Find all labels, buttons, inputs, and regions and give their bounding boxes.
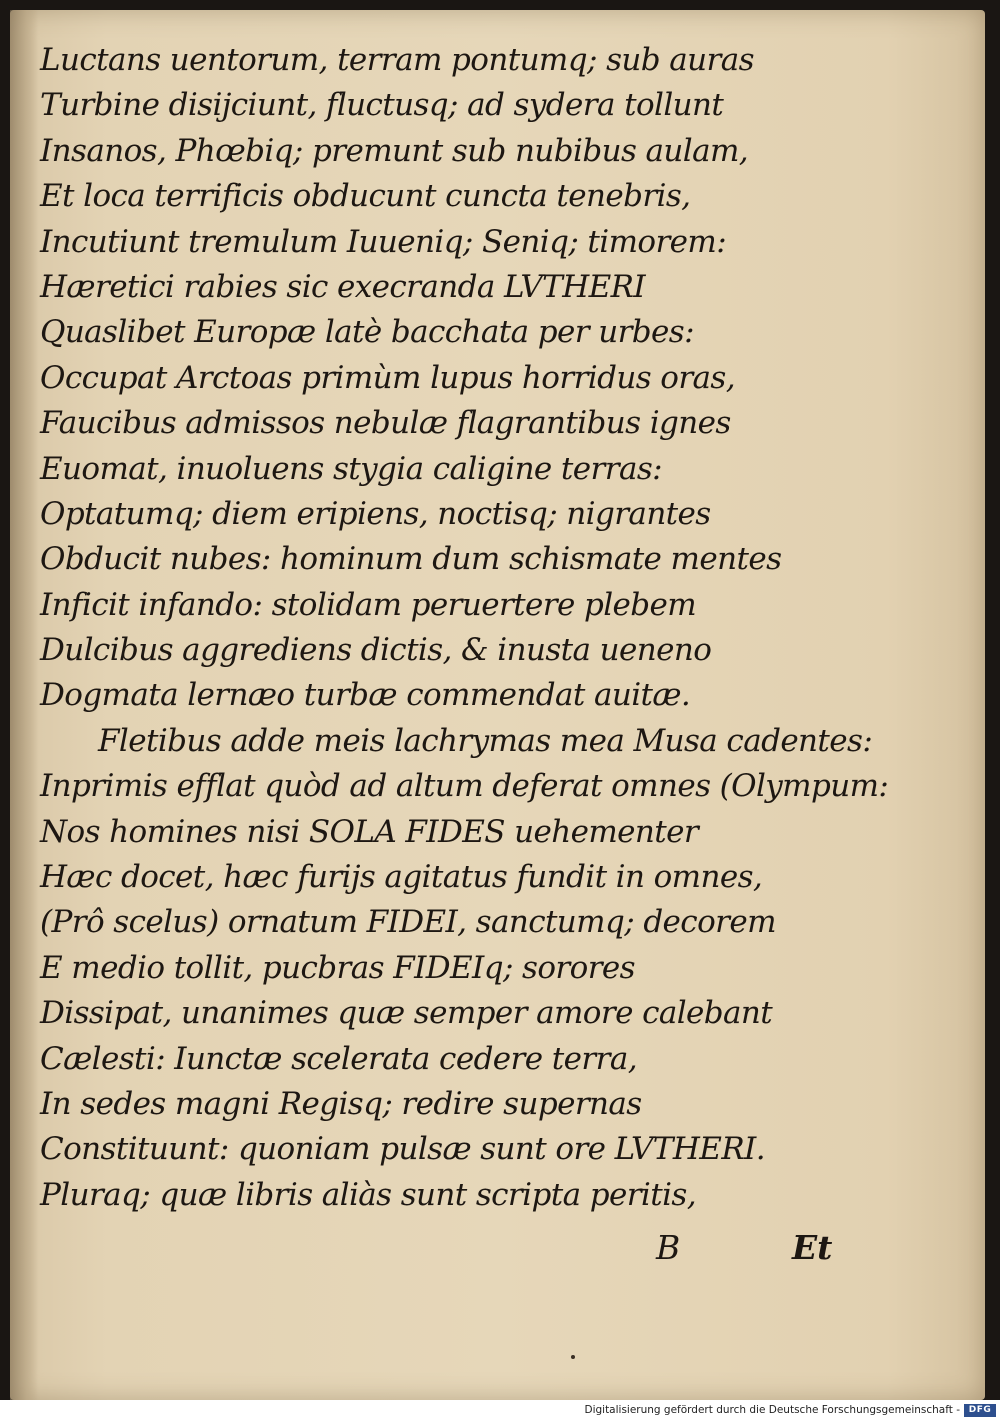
poem-line: Cælesti: Iunctæ scelerata cedere terra, bbox=[40, 1040, 637, 1077]
digitization-footer bbox=[0, 1400, 1000, 1421]
poem-line: Dulcibus aggrediens dictis, & inusta ueneno bbox=[40, 632, 712, 669]
poem-line: Inficit infando: stolidam peruertere plebem bbox=[40, 586, 697, 623]
poem-line: Quaslibet Europæ latè bacchata per urbes: bbox=[40, 314, 694, 351]
ink-speck bbox=[571, 1355, 575, 1359]
poem-line: Hæretici rabies sic execranda LVTHERI bbox=[40, 268, 646, 305]
poem-line: Nos homines nisi SOLA FIDES uehementer bbox=[40, 813, 699, 850]
poem-line: Occupat Arctoas primùm lupus horridus oras, bbox=[40, 359, 735, 396]
dfg-logo: DFG bbox=[964, 1404, 996, 1417]
poem-line: Et loca terrificis obducunt cuncta tenebris, bbox=[40, 178, 691, 215]
funding-credit: Digitalisierung gefördert durch die Deutsche Forschungsgemeinschaft - bbox=[584, 1404, 960, 1416]
page-foot bbox=[40, 1228, 920, 1288]
poem-line: Faucibus admissos nebulæ flagrantibus ignes bbox=[40, 405, 731, 442]
poem-line: In sedes magni Regisq; redire supernas bbox=[40, 1085, 642, 1122]
poem-line: Optatumq; diem eripiens, noctisq; nigrantes bbox=[40, 495, 711, 532]
poem-line: (Prô scelus) ornatum FIDEI, sanctumq; decorem bbox=[40, 904, 776, 941]
page-gutter-shadow bbox=[10, 10, 38, 1400]
poem-line: Constituunt: quoniam pulsæ sunt ore LVTHERI. bbox=[40, 1131, 765, 1168]
poem-line: Euomat, inuoluens stygia caligine terras: bbox=[40, 450, 663, 487]
poem-line: E medio tollit, pucbras FIDEIq; sorores bbox=[40, 949, 635, 986]
poem-line: Insanos, Phœbiq; premunt sub nubibus aulam, bbox=[40, 132, 748, 169]
poem-line: Obducit nubes: hominum dum schismate mentes bbox=[40, 541, 782, 578]
poem-line: Luctans uentorum, terram pontumq; sub auras bbox=[40, 42, 754, 78]
poem-line: Turbine disijciunt, fluctusq; ad sydera tollunt bbox=[40, 87, 724, 124]
poem-line: Pluraq; quæ libris aliàs sunt scripta peritis, bbox=[40, 1176, 696, 1213]
poem-line: Dissipat, unanimes quæ semper amore calebant bbox=[40, 995, 773, 1032]
poem-line: Dogmata lernæo turbæ commendat auitæ. bbox=[40, 677, 691, 714]
poem-line-indented: Fletibus adde meis lachrymas mea Musa cadentes: bbox=[98, 722, 873, 759]
poem-text-block bbox=[40, 38, 920, 1218]
signature-mark: B bbox=[656, 1228, 681, 1267]
poem-line: Hæc docet, hæc furijs agitatus fundit in omnes, bbox=[40, 859, 763, 896]
poem-line: Inprimis efflat quòd ad altum deferat omnes (Olympum: bbox=[40, 768, 889, 805]
poem-line: Incutiunt tremulum Iuueniq; Seniq; timorem: bbox=[40, 223, 727, 260]
catchword: Et bbox=[792, 1228, 833, 1267]
